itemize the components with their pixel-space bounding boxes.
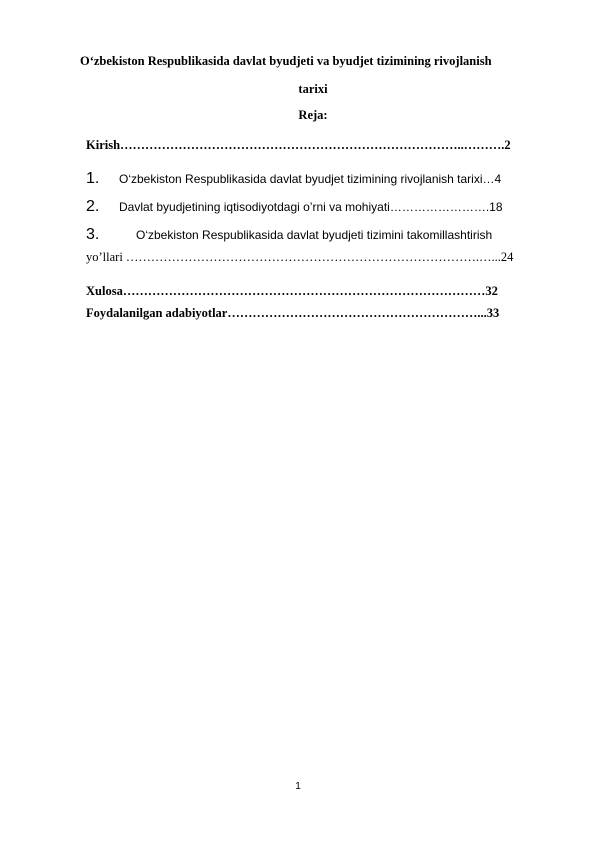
toc-entry-3 <box>86 226 492 244</box>
toc-entry-3-number: 3. <box>86 226 100 243</box>
toc-entry-2 <box>86 198 503 216</box>
toc-entry-1-text: O‘zbekiston Respublikasida davlat byudjet tizimining rivojlanish tarixi…4 <box>119 172 502 186</box>
toc-entry-1 <box>86 170 501 188</box>
toc-entry-3-text: O‘zbekiston Respublikasida davlat byudjeti tizimini takomillashtirish <box>136 228 493 242</box>
toc-entry-2-text: Davlat byudjetining iqtisodiyotdagi o’rni va mohiyati…………………….18 <box>119 200 503 214</box>
page-number: 1 <box>295 781 301 792</box>
toc-entry-intro: Kirish………………………………………………………………………..……….2 <box>86 138 511 152</box>
plan-heading: Reja: <box>298 108 328 122</box>
toc-entry-3-continuation: yo’llari ………………………………………………………………………….…...24 <box>86 250 514 264</box>
toc-entry-references: Foydalanilgan adabiyotlar……………………………………………………...33 <box>86 306 500 320</box>
toc-entry-1-number: 1. <box>86 170 100 187</box>
toc-entry-conclusion: Xulosa……………………………………………………………………………32 <box>86 284 498 298</box>
document-title-line-2: tarixi <box>298 82 328 96</box>
document-title-line-1: O‘zbekiston Respublikasida davlat byudjeti va byudjet tizimining rivojlanish <box>80 54 492 68</box>
toc-entry-2-number: 2. <box>86 198 100 215</box>
